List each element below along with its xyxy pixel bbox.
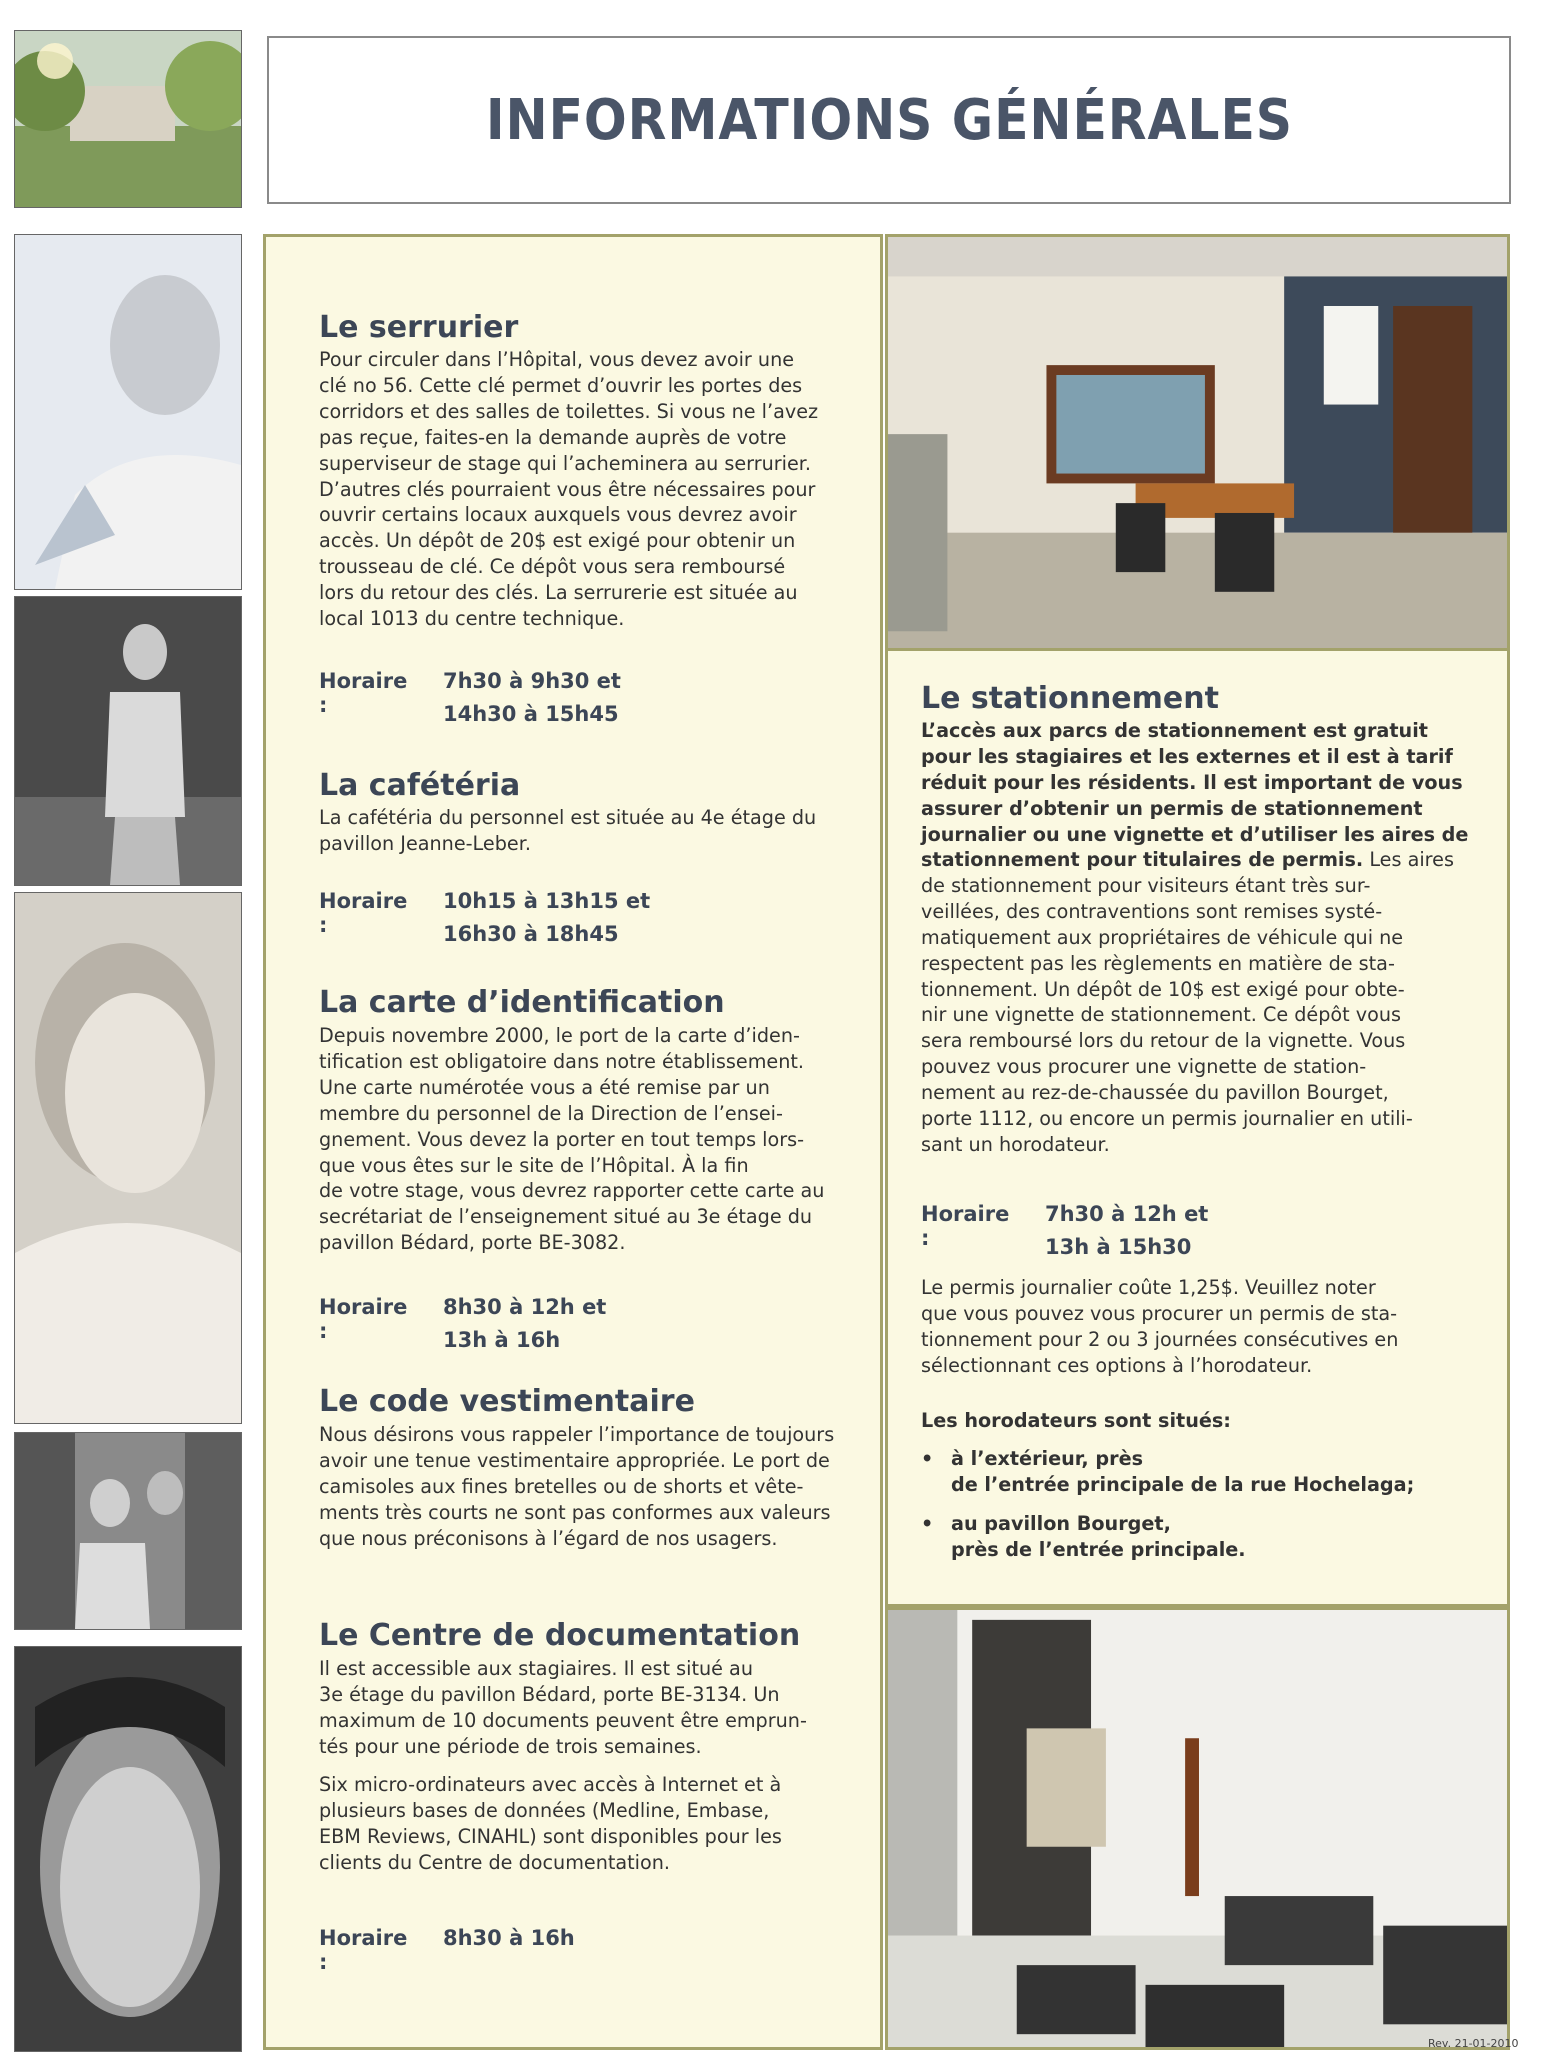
- hours-label: Horaire :: [319, 669, 408, 717]
- stationnement-bold-text: L’accès aux parcs de stationnement est gratuit pour les stagiaires et les externes et il est à tarif réduit pour les résidents. Il est important de vous assurer d’obtenir un permis de stationnement journalier ou une vignette et d’utiliser les aires de: [921, 719, 1469, 846]
- stationnement-panel: Le stationnement L’accès aux parcs de stationnement est gratuit pour les stagiaires et les externes et il est à tarif réduit pour les résidents. Il est important de vous assurer d’obtenir un permis de stationnement journalier ou une vignette et d’utiliser les aires de stationnement pour titulaires de permis. Les aires de stationnement pour visiteurs étant très sur- veillées, des contraventions sont remises systé- matiquement aux propriétaires de véhicule qui ne respectent pas les règlements en matière de sta- tionnement. Un dépôt de 10$ est exigé pour obte- nir une vignette de stationnement. Ce dépôt vous sera remboursé lors du retour de la vignette. Vous pouvez vous procurer une vignette de station- nement au rez-de-chaussée du pavillon Bourget, porte 1112, ou encore un permis journalier en utili- sant un horodateur. Horaire : 7h30 à 12h et 13h à 15h30 Le permis journalier coûte 1,25$. Veuillez noter que vous pouvez vous procurer un permis de sta- tionnement pour 2 ou 3 journées consécutives en sélectionnant ces options à l’horodateur. Les horodateurs sont situés: • à l’extérieur, près de l’entrée principale de la rue Hochelaga; • au pavillon Bourget, près de l’entrée principale.: [885, 651, 1510, 1607]
- bullet-icon: •: [921, 1447, 934, 1470]
- reading-room-photo: [885, 234, 1510, 651]
- centre-text-1: Il est accessible aux stagiaires. Il est situé au 3e étage du pavillon Bédard, porte BE-3134. Un maximum de 10 documents peuvent être emprun- tés pour une période de trois semaines.: [319, 1657, 807, 1758]
- code-title: Le code vestimentaire: [319, 1384, 695, 1419]
- horodateurs-title: Les horodateurs sont situés:: [921, 1409, 1231, 1432]
- library-students-photo: [14, 1432, 242, 1630]
- woman-portrait-photo: [14, 1646, 242, 2052]
- serrurier-text: Pour circuler dans l’Hôpital, vous devez avoir une clé no 56. Cette clé permet d’ouvrir les portes des corridors et des salles de toilettes. Si vous ne l’avez pas reçue, faites-en la demande auprès de votre superviseur de stage qui l’acheminera au serrurier. D’autres clés pourraient vous être nécessaires pour ouvrir certains locaux auxquels vous devrez avoir accès. Un dépôt de 20$ est exigé pour obtenir un trousseau de clé. Ce dépôt vous sera remboursé lors du retour des clés. La serrurerie est située au local 1013 du centre technique.: [319, 348, 819, 631]
- code-text: Nous désirons vous rappeler l’importance de toujours avoir une tenue vestimentaire appropriée. Le port de camisoles aux fines bretelles ou de shorts et vête- ments très courts ne sont pas conformes aux valeurs que nous préconisons à l’égard de nos usagers.: [319, 1423, 835, 1550]
- revision-note: Rev. 21-01-2010: [1428, 2037, 1519, 2050]
- centre-title: Le Centre de documentation: [319, 1618, 801, 1653]
- main-panel: Le serrurier Pour circuler dans l’Hôpital, vous devez avoir une clé no 56. Cette clé permet d’ouvrir les portes des corridors et des salles de toilettes. Si vous ne l’avez pas reçue, faites-en la demande auprès de votre superviseur de stage qui l’acheminera au serrurier. D’autres clés pourraient vous être nécessaires pour ouvrir certains locaux auxquels vous devrez avoir accès. Un dépôt de 20$ est exigé pour obtenir un trousseau de clé. Ce dépôt vous sera remboursé lors du retour des clés. La serrurerie est située au local 1013 du centre technique. Horaire : 7h30 à 9h30 et 14h30 à 15h45 La cafétéria La cafétéria du personnel est située au 4e étage du pavillon Jeanne-Leber. Horaire : 10h15 à 13h15 et 16h30 à 18h45 La carte d’identification Depuis novembre 2000, le port de la carte d’iden- tification est obligatoire dans notre établissement. Une carte numérotée vous a été remise par un membre du personnel de la Direction de l’ensei- gnement. Vous devez la porter en tout temps lors- que vous êtes sur le site de l’Hôpital. À la fin de votre stage, vous devrez rapporter cette carte au secrétariat de l’enseignement situé au 3e étage du pavillon Bédard, porte BE-3082. Horaire : 8h30 à 12h et 13h à 16h Le code vestimentaire Nous désirons vous rappeler l’importance de toujours avoir une tenue vestimentaire appropriée. Le port de camisoles aux fines bretelles ou de shorts et vête- ments très courts ne sont pas conformes aux valeurs que nous préconisons à l’égard de nos usagers. Le Centre de documentation Il est accessible aux stagiaires. Il est situé au 3e étage du pavillon Bédard, porte BE-3134. Un maximum de 10 documents peuvent être emprun- tés pour une période de trois semaines. Six micro-ordinateurs avec accès à Internet et à plusieurs bases de données (Medline, Embase, EBM Reviews, CINAHL) sont disponibles pour les clients du Centre de documentation. Horaire : 8h30 à 16h: [263, 234, 883, 2050]
- campus-photo: [14, 30, 242, 208]
- carte-text: Depuis novembre 2000, le port de la carte d’iden- tification est obligatoire dans notre établissement. Une carte numérotée vous a été remise par un membre du personnel de la Direction de l’ensei- gnement. Vous devez la porter en tout temps lors- que vous êtes sur le site de l’Hôpital. À la fin de votre stage, vous devrez rapporter cette carte au secrétariat de l’enseignement situé au 3e étage du pavillon Bédard, porte BE-3082.: [319, 1024, 825, 1255]
- title-box: [267, 36, 1511, 204]
- lab-scientist-photo: [14, 234, 242, 590]
- hours-label: Horaire :: [319, 1295, 408, 1343]
- stationnement-title: Le stationnement: [921, 681, 1219, 716]
- cafeteria-text: La cafétéria du personnel est située au 4e étage du pavillon Jeanne-Leber.: [319, 806, 817, 855]
- centre-text-2: Six micro-ordinateurs avec accès à Internet et à plusieurs bases de données (Medline, Embase, EBM Reviews, CINAHL) sont disponibles pour les clients du Centre de documentation.: [319, 1773, 782, 1874]
- stationnement-text: stationnement pour titulaires de permis. Les aires de stationnement pour visiteurs étant très sur- veillées, des contraventions sont remises systé- matiquement aux propriétaires de véhicule qui ne respectent pas les règlements en matière de sta- tionnement. Un dépôt de 10$ est exigé pour obte- nir une vignette de stationnement. Ce dépôt vous sera remboursé lors du retour de la vignette. Vous pouvez vous procurer une vignette de station- nement au rez-de-chaussée du pavillon Bourget, porte 1112, ou encore un permis journalier en utili- sant un horodateur.: [921, 848, 1454, 1156]
- hours-label: Horaire :: [319, 1926, 408, 1974]
- bullet-icon: •: [921, 1512, 934, 1535]
- carte-title: La carte d’identification: [319, 985, 725, 1020]
- page-title: INFORMATIONS GÉNÉRALES: [485, 87, 1293, 153]
- hours-label: Horaire :: [921, 1202, 1010, 1250]
- permis-text: Le permis journalier coûte 1,25$. Veuillez noter que vous pouvez vous procurer un permis de sta- tionnement pour 2 ou 3 journées consécutives en sélectionnant ces options à l’horodateur.: [921, 1276, 1399, 1377]
- smiling-woman-photo: [14, 892, 242, 1424]
- hours-label: Horaire :: [319, 889, 408, 937]
- serrurier-title: Le serrurier: [319, 310, 519, 345]
- cafeteria-title: La cafétéria: [319, 768, 521, 803]
- teacher-photo: [14, 596, 242, 886]
- documentation-center-photo: [885, 1607, 1510, 2050]
